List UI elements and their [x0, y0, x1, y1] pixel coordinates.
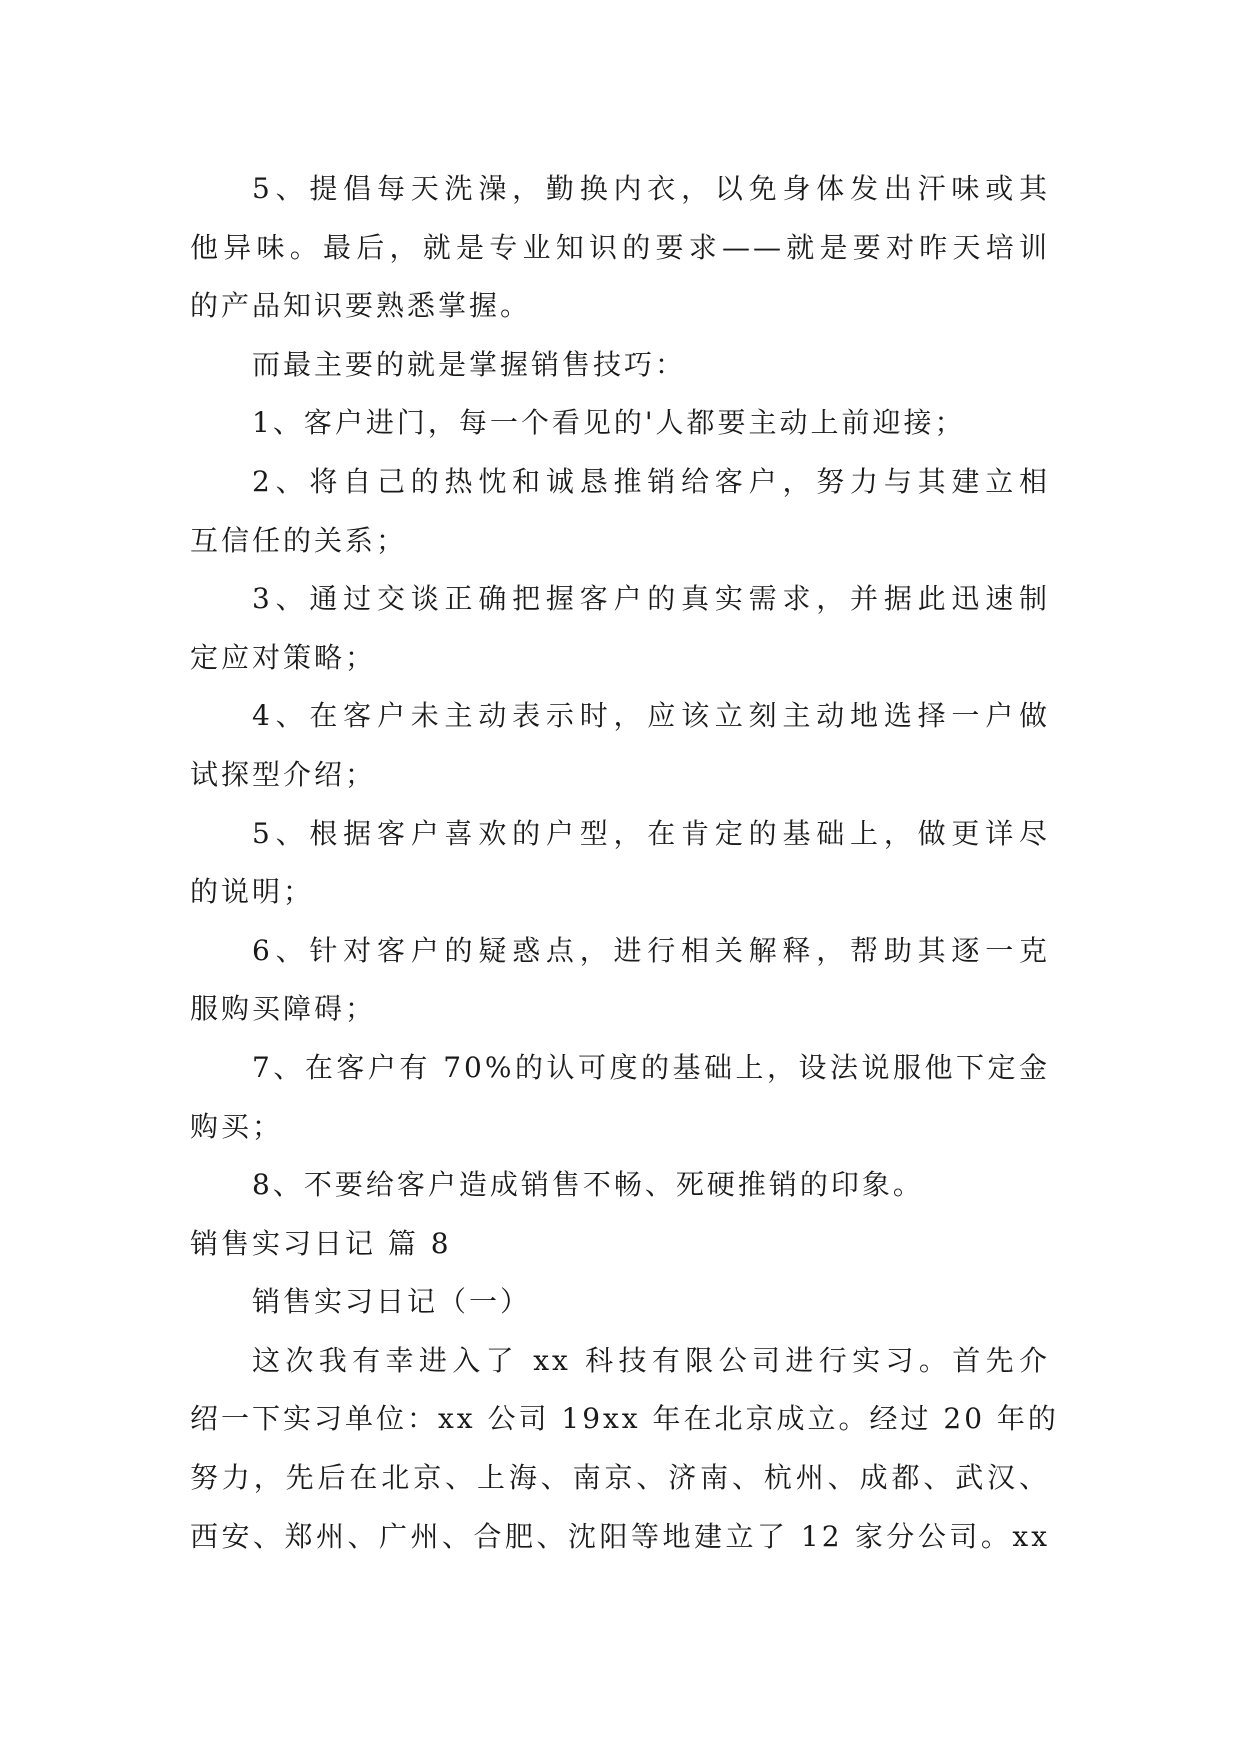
paragraph-line: 的产品知识要熟悉掌握。: [190, 289, 532, 323]
paragraph-line: 西安、郑州、广州、合肥、沈阳等地建立了 12 家分公司。xx: [190, 1519, 1050, 1553]
list-item: 5、根据客户喜欢的户型，在肯定的基础上，做更详尽: [252, 816, 1050, 850]
document-body: [190, 160, 1059, 1566]
list-item-continuation: 互信任的关系；: [190, 523, 408, 557]
list-item: 6、针对客户的疑惑点，进行相关解释，帮助其逐一克: [252, 933, 1050, 967]
list-item: 1、客户进门，每一个看见的'人都要主动上前迎接；: [252, 406, 966, 440]
list-item: 8、不要给客户造成销售不畅、死硬推销的印象。: [252, 1168, 924, 1202]
list-item: 4、在客户未主动表示时，应该立刻主动地选择一户做: [252, 699, 1050, 733]
section-heading: 销售实习日记 篇 8: [190, 1226, 452, 1260]
paragraph-line: 他异味。最后，就是专业知识的要求——就是要对昨天培训: [190, 230, 1050, 264]
list-item: 3、通过交谈正确把握客户的真实需求，并据此迅速制: [252, 582, 1050, 616]
paragraph-line: 而最主要的就是掌握销售技巧：: [252, 347, 687, 381]
paragraph-line: 5、提倡每天洗澡，勤换内衣，以免身体发出汗味或其: [252, 172, 1050, 205]
list-item-continuation: 购买；: [190, 1109, 284, 1143]
list-item-continuation: 定应对策略；: [190, 640, 377, 674]
paragraph-line: 努力，先后在北京、上海、南京、济南、杭州、成都、武汉、: [190, 1461, 1050, 1495]
list-item: 2、将自己的热忱和诚恳推销给客户，努力与其建立相: [252, 464, 1050, 498]
list-item-continuation: 服购买障碍；: [190, 992, 377, 1026]
paragraph-line: 这次我有幸进入了 xx 科技有限公司进行实习。首先介: [252, 1343, 1050, 1377]
list-item-continuation: 的说明；: [190, 875, 315, 909]
paragraph-line: 绍一下实习单位：xx 公司 19xx 年在北京成立。经过 20 年的: [190, 1402, 1059, 1436]
list-item-continuation: 试探型介绍；: [190, 757, 377, 791]
subsection-heading: 销售实习日记（一）: [252, 1285, 532, 1319]
list-item: 7、在客户有 70%的认可度的基础上，设法说服他下定金: [252, 1050, 1050, 1084]
